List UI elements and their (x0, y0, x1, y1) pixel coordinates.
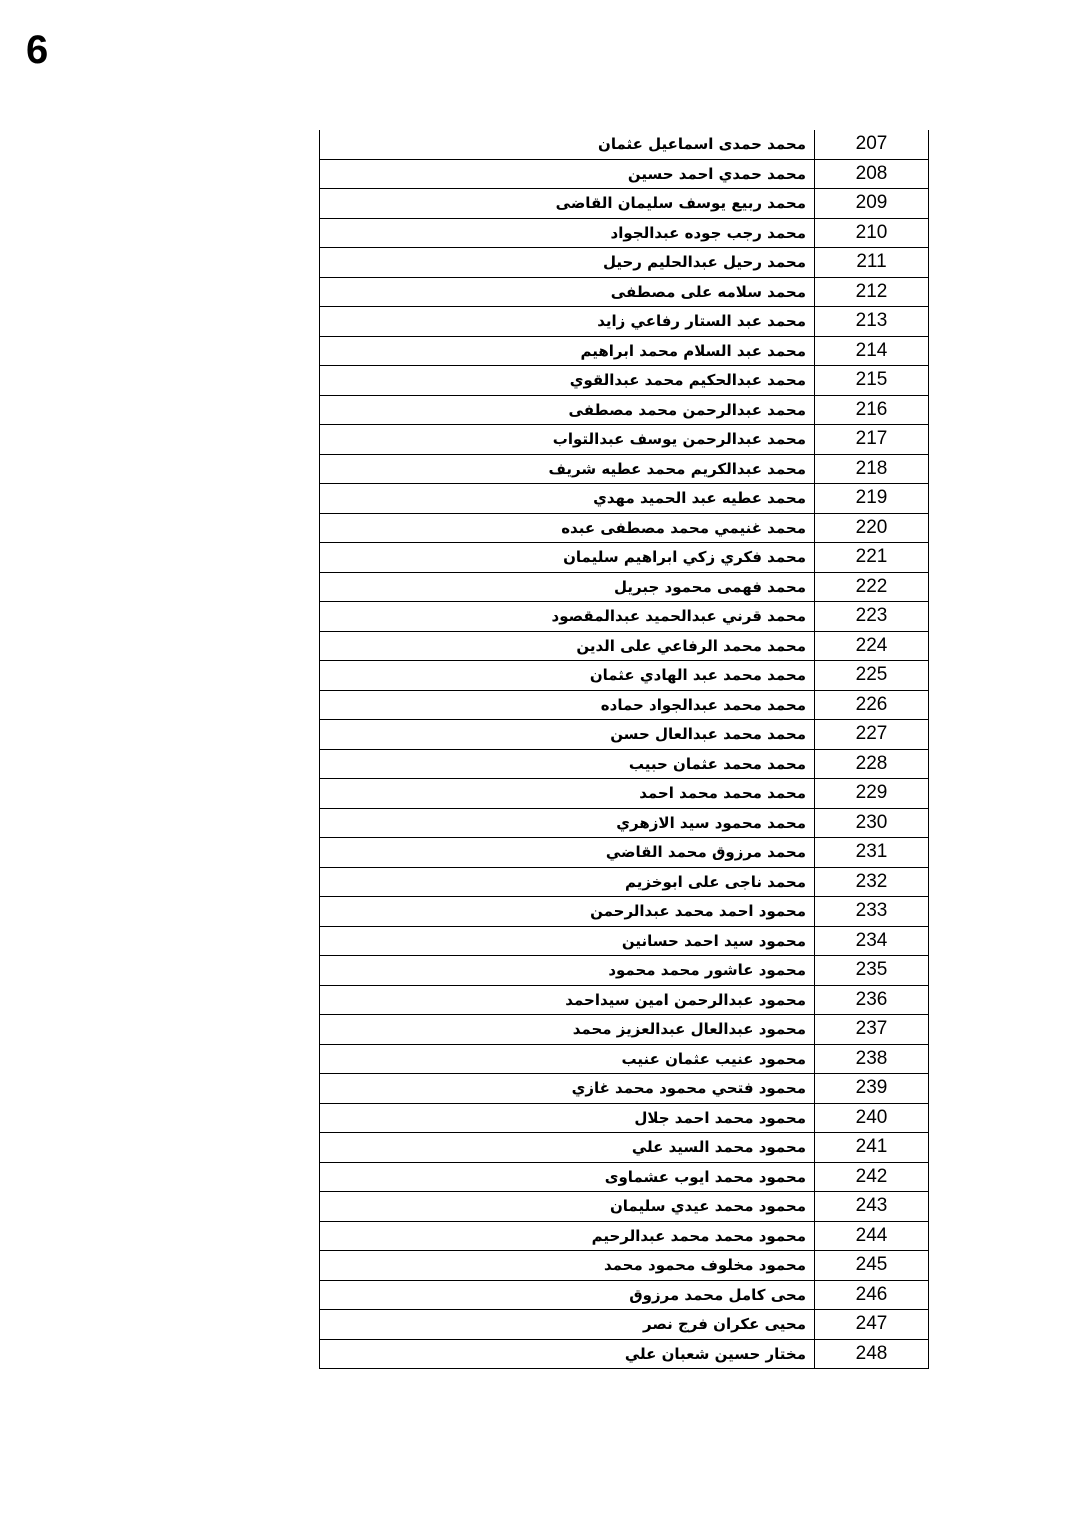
row-name-cell: محمد ناجى على ابوخزيم (320, 867, 815, 897)
row-number-cell: 241 (815, 1133, 929, 1163)
row-number-cell: 238 (815, 1044, 929, 1074)
row-name-cell: محمد حمدى اسماعيل عثمان (320, 130, 815, 159)
row-name-cell: محمد سلامه على مصطفى (320, 277, 815, 307)
table-row (320, 572, 929, 602)
row-number-cell: 225 (815, 661, 929, 691)
row-name-cell: محمد فكري زكي ابراهيم سليمان (320, 543, 815, 573)
table-row (320, 1310, 929, 1340)
table-row (320, 1339, 929, 1369)
row-name-cell: محمد عبدالحكيم محمد عبدالقوي (320, 366, 815, 396)
row-name-cell: محمد حمدي احمد حسين (320, 159, 815, 189)
table-row (320, 690, 929, 720)
table-row (320, 1280, 929, 1310)
row-name-cell: محمود محمد احمد جلال (320, 1103, 815, 1133)
table-row (320, 720, 929, 750)
table-row (320, 631, 929, 661)
table-row (320, 779, 929, 809)
row-number-cell: 217 (815, 425, 929, 455)
table-row (320, 1221, 929, 1251)
table-row (320, 336, 929, 366)
row-name-cell: محمد محمد الرفاعي على الدين (320, 631, 815, 661)
table-row (320, 749, 929, 779)
row-number-cell: 246 (815, 1280, 929, 1310)
row-number-cell: 243 (815, 1192, 929, 1222)
table-row (320, 543, 929, 573)
row-number-cell: 213 (815, 307, 929, 337)
row-number-cell: 230 (815, 808, 929, 838)
row-name-cell: محمد فهمى محمود جبريل (320, 572, 815, 602)
row-name-cell: محمد رحيل عبدالحليم رحيل (320, 248, 815, 278)
row-number-cell: 221 (815, 543, 929, 573)
row-number-cell: 237 (815, 1015, 929, 1045)
table-row (320, 1251, 929, 1281)
row-number-cell: 215 (815, 366, 929, 396)
table-row (320, 277, 929, 307)
table-row (320, 985, 929, 1015)
row-number-cell: 218 (815, 454, 929, 484)
row-number-cell: 208 (815, 159, 929, 189)
row-name-cell: محمود محمد محمد عبدالرحيم (320, 1221, 815, 1251)
row-number-cell: 209 (815, 189, 929, 219)
row-number-cell: 240 (815, 1103, 929, 1133)
row-number-cell: 223 (815, 602, 929, 632)
table-row (320, 1074, 929, 1104)
row-name-cell: محمود محمد السيد علي (320, 1133, 815, 1163)
row-name-cell: محمد عبدالكريم محمد عطيه شريف (320, 454, 815, 484)
row-name-cell: محمود عنيب عثمان عنيب (320, 1044, 815, 1074)
row-number-cell: 210 (815, 218, 929, 248)
table-row (320, 1044, 929, 1074)
row-number-cell: 227 (815, 720, 929, 750)
row-name-cell: محمود فتحي محمود محمد غازي (320, 1074, 815, 1104)
table-row (320, 218, 929, 248)
row-name-cell: محمد محمد عبدالعال حسن (320, 720, 815, 750)
table-row (320, 189, 929, 219)
row-name-cell: محمد مرزوق محمد القاضي (320, 838, 815, 868)
table-row (320, 513, 929, 543)
row-name-cell: محمد عبد الستار رفاعي زايد (320, 307, 815, 337)
row-name-cell: محمود عاشور محمد محمود (320, 956, 815, 986)
row-number-cell: 222 (815, 572, 929, 602)
row-name-cell: محمد محمد عثمان حبيب (320, 749, 815, 779)
row-number-cell: 226 (815, 690, 929, 720)
row-number-cell: 219 (815, 484, 929, 514)
table-row (320, 307, 929, 337)
row-number-cell: 229 (815, 779, 929, 809)
row-name-cell: محمد محمود سيد الازهري (320, 808, 815, 838)
table-row (320, 395, 929, 425)
row-name-cell: محمود عبدالعال عبدالعزيز محمد (320, 1015, 815, 1045)
row-name-cell: محمود احمد محمد عبدالرحمن (320, 897, 815, 927)
table-row (320, 897, 929, 927)
row-number-cell: 224 (815, 631, 929, 661)
row-name-cell: محمد عبد السلام محمد ابراهيم (320, 336, 815, 366)
row-number-cell: 247 (815, 1310, 929, 1340)
table-row (320, 661, 929, 691)
row-number-cell: 214 (815, 336, 929, 366)
row-name-cell: محمد محمد عبدالجواد حماده (320, 690, 815, 720)
row-number-cell: 211 (815, 248, 929, 278)
table-row (320, 867, 929, 897)
row-number-cell: 212 (815, 277, 929, 307)
row-number-cell: 207 (815, 130, 929, 159)
row-name-cell: محمد قرني عبدالحميد عبدالمقصود (320, 602, 815, 632)
table-row (320, 130, 929, 159)
row-number-cell: 234 (815, 926, 929, 956)
row-name-cell: محمد محمد محمد احمد (320, 779, 815, 809)
row-name-cell: محمد محمد عبد الهادي عثمان (320, 661, 815, 691)
table-row (320, 956, 929, 986)
row-name-cell: محمد عطيه عبد الحميد مهدي (320, 484, 815, 514)
row-name-cell: محمود مخلوف محمود محمد (320, 1251, 815, 1281)
table-row (320, 366, 929, 396)
row-number-cell: 232 (815, 867, 929, 897)
table-row (320, 1133, 929, 1163)
row-name-cell: محمود محمد عيدي سليمان (320, 1192, 815, 1222)
row-number-cell: 231 (815, 838, 929, 868)
table-row (320, 159, 929, 189)
row-name-cell: محمد رجب جوده عبدالجواد (320, 218, 815, 248)
table-row (320, 454, 929, 484)
row-name-cell: محيى عكران فرج نصر (320, 1310, 815, 1340)
names-table-body (320, 130, 929, 1369)
row-number-cell: 228 (815, 749, 929, 779)
table-row (320, 1192, 929, 1222)
row-number-cell: 244 (815, 1221, 929, 1251)
row-name-cell: محمود محمد ايوب عشماوى (320, 1162, 815, 1192)
table-row (320, 484, 929, 514)
row-number-cell: 248 (815, 1339, 929, 1369)
table-row (320, 425, 929, 455)
row-name-cell: محمد عبدالرحمن يوسف عبدالتواب (320, 425, 815, 455)
table-row (320, 1015, 929, 1045)
row-number-cell: 242 (815, 1162, 929, 1192)
row-number-cell: 245 (815, 1251, 929, 1281)
row-name-cell: مختار حسين شعبان علي (320, 1339, 815, 1369)
row-name-cell: محمود سيد احمد حسانين (320, 926, 815, 956)
table-row (320, 808, 929, 838)
table-row (320, 248, 929, 278)
row-name-cell: محمود عبدالرحمن امين سيداحمد (320, 985, 815, 1015)
table-row (320, 1162, 929, 1192)
row-number-cell: 239 (815, 1074, 929, 1104)
row-name-cell: محى كامل محمد مرزوق (320, 1280, 815, 1310)
row-number-cell: 235 (815, 956, 929, 986)
row-name-cell: محمد غنيمي محمد مصطفى عبده (320, 513, 815, 543)
row-number-cell: 236 (815, 985, 929, 1015)
table-row (320, 602, 929, 632)
table-row (320, 838, 929, 868)
row-name-cell: محمد عبدالرحمن محمد مصطفى (320, 395, 815, 425)
names-table (319, 130, 929, 1369)
page-number: 6 (26, 28, 49, 72)
row-number-cell: 220 (815, 513, 929, 543)
row-number-cell: 216 (815, 395, 929, 425)
table-row (320, 1103, 929, 1133)
row-number-cell: 233 (815, 897, 929, 927)
row-name-cell: محمد ربيع يوسف سليمان القاضى (320, 189, 815, 219)
table-row (320, 926, 929, 956)
